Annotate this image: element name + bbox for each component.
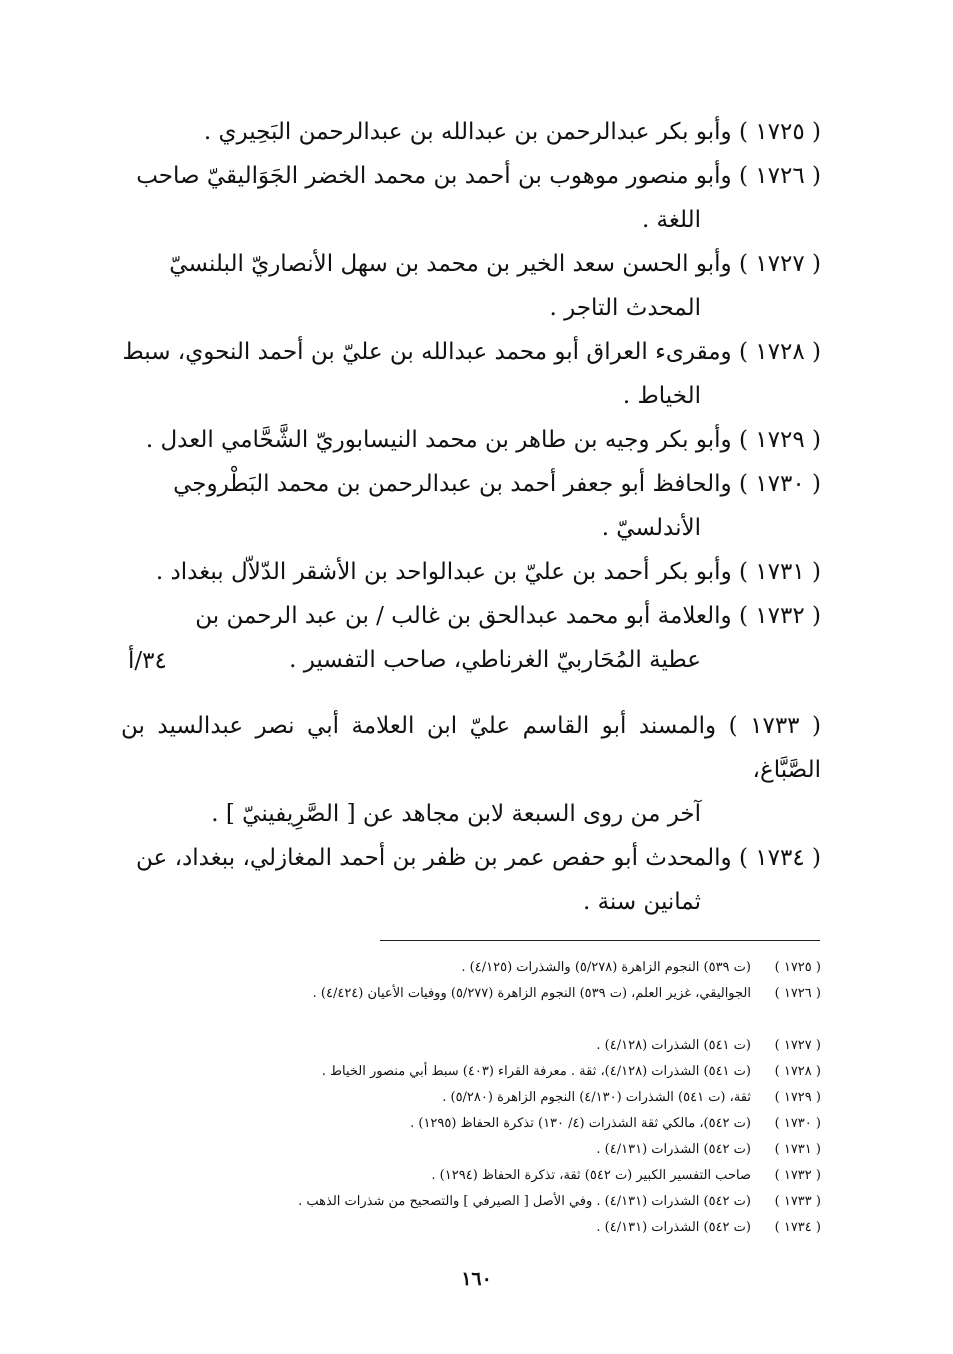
footnote-text: (ت ٥٣٩) النجوم الزاهرة (٥/٢٧٨) والشذرات (٤/١٢٥) . xyxy=(461,960,751,975)
main-text xyxy=(121,110,821,924)
entry-continuation: آخر من روى السبعة لابن مجاهد عن [ الصَّرِيفينيّ ] . xyxy=(211,801,701,827)
footnote-number: ( ١٧٢٩ ) xyxy=(774,1090,821,1105)
footnote-text: (ت ٥٤٢) الشذرات (٤/١٣١) . xyxy=(596,1142,751,1157)
footnote-text: (ت ٥٤١) الشذرات (٤/١٢٨)، ثقة . معرفة القراء (٤٠٣) سبط أبي منصور الخياط . xyxy=(321,1064,751,1079)
entry-line xyxy=(121,704,821,792)
entry-line xyxy=(121,110,821,154)
entry-continuation: عطية المُحَاربيّ الغرناطي، صاحب التفسير . xyxy=(289,647,701,673)
entry-continuation: اللغة . xyxy=(641,207,701,233)
entry-number: ( ١٧٢٧ ) xyxy=(738,251,821,277)
footnote-text: (ت ٥٤٢) الشذرات (٤/١٣١) . xyxy=(596,1220,751,1235)
entry-text: والمحدث أبو حفص عمر بن ظفر بن أحمد المغازلي، ببغداد، عن xyxy=(136,845,732,871)
footnote-number: ( ١٧٣٢ ) xyxy=(774,1168,821,1183)
entry-number: ( ١٧٣١ ) xyxy=(738,559,821,585)
entry-line xyxy=(121,550,821,594)
footnote xyxy=(121,1189,821,1215)
footnote xyxy=(121,1163,821,1189)
entry-1728 xyxy=(121,330,821,418)
entry-text: وأبو بكر عبدالرحمن بن عبدالله بن عبدالرحمن البَحِيري . xyxy=(203,119,732,145)
entry-continuation: الخياط . xyxy=(622,383,701,409)
folio-marker: ٣٤/أ xyxy=(128,648,167,674)
entry-line xyxy=(121,242,821,286)
page-number: ١٦٠ xyxy=(461,1268,492,1290)
entry-text: وأبو الحسن سعد الخير بن محمد بن سهل الأنصاريّ البلنسيّ xyxy=(169,251,732,277)
footnote xyxy=(121,1085,821,1111)
entry-continuation: المحدث التاجر . xyxy=(549,295,701,321)
footnote-number: ( ١٧٣٤ ) xyxy=(774,1220,821,1235)
footnote xyxy=(121,1215,821,1241)
entry-number: ( ١٧٣٢ ) xyxy=(738,603,821,629)
footnote-text: (ت ٥٤١) الشذرات (٤/١٢٨) . xyxy=(596,1038,751,1053)
entry-line xyxy=(121,154,821,198)
entry-number: ( ١٧٣٠ ) xyxy=(738,471,821,497)
footnote-gap xyxy=(121,1007,821,1033)
entry-number: ( ١٧٣٤ ) xyxy=(738,845,821,871)
entry-text: والمسند أبو القاسم عليّ ابن العلامة أبي نصر عبدالسيد بن الصَّبَّاغ، xyxy=(121,713,821,783)
entry-text: والعلامة أبو محمد عبدالحق بن غالب / بن عبد الرحمن بن xyxy=(195,603,732,629)
entry-number: ( ١٧٢٥ ) xyxy=(738,119,821,145)
entry-1731 xyxy=(121,550,821,594)
entry-1727 xyxy=(121,242,821,330)
entry-text: وأبو منصور موهوب بن أحمد بن محمد الخضر الجَوَاليقيّ صاحب xyxy=(136,163,732,189)
footnote-number: ( ١٧٢٥ ) xyxy=(774,960,821,975)
entry-1732 xyxy=(121,594,821,682)
entry-line xyxy=(121,462,821,506)
footnote-text: الجواليقي، غزير العلم، (ت ٥٣٩) النجوم الزاهرة (٥/٢٧٧) ووفيات الأعيان (٤/٤٢٤) . xyxy=(312,986,751,1001)
footnote-number: ( ١٧٢٧ ) xyxy=(774,1038,821,1053)
footnote xyxy=(121,981,821,1007)
footnote-text: صاحب التفسير الكبير (ت ٥٤٢) ثقة، تذكرة الحفاظ (١٢٩٤) . xyxy=(431,1168,751,1183)
entry-number: ( ١٧٢٦ ) xyxy=(738,163,821,189)
footnotes xyxy=(121,955,821,1241)
footnote xyxy=(121,1137,821,1163)
entry-text: ومقرىء العراق أبو محمد عبدالله بن عليّ بن أحمد النحوي، سبط xyxy=(122,339,732,365)
footnote xyxy=(121,1059,821,1085)
footnote-text: (ت ٥٤٢) الشذرات (٤/١٣١) . وفي الأصل [ الصيرفي ] والتصحيح من شذرات الذهب . xyxy=(298,1194,751,1209)
entry-1726 xyxy=(121,154,821,242)
footnote xyxy=(121,1111,821,1137)
entry-number: ( ١٧٣٣ ) xyxy=(728,713,821,739)
entry-line xyxy=(121,330,821,374)
footnote-number: ( ١٧٣٠ ) xyxy=(774,1116,821,1131)
entry-1729 xyxy=(121,418,821,462)
entry-line xyxy=(121,594,821,638)
footnote-text: ثقة، (ت ٥٤١) الشذرات (٤/١٣٠) النجوم الزاهرة (٥/٢٨٠) . xyxy=(442,1090,751,1105)
footnote-number: ( ١٧٢٨ ) xyxy=(774,1064,821,1079)
footnote-number: ( ١٧٢٦ ) xyxy=(774,986,821,1001)
entry-text: وأبو بكر أحمد بن عليّ بن عبدالواحد بن الأشقر الدّلاّل ببغداد . xyxy=(155,559,732,585)
entry-1733 xyxy=(121,704,821,836)
entry-1734 xyxy=(121,836,821,924)
footnote-number: ( ١٧٣١ ) xyxy=(774,1142,821,1157)
entry-line xyxy=(121,418,821,462)
footnote-text: (ت ٥٤٢)، مالكي ثقة الشذرات (٤/ ١٣٠) تذكرة الحفاظ (١٢٩٥) . xyxy=(410,1116,751,1131)
entry-text: والحافظ أبو جعفر أحمد بن عبدالرحمن بن محمد البَطْروجي xyxy=(173,471,732,497)
footnote xyxy=(121,1033,821,1059)
entry-number: ( ١٧٢٨ ) xyxy=(738,339,821,365)
footnote-number: ( ١٧٣٣ ) xyxy=(774,1194,821,1209)
footnote xyxy=(121,955,821,981)
entry-continuation: ثمانين سنة . xyxy=(582,889,701,915)
footnote-separator xyxy=(380,940,820,941)
entry-text: وأبو بكر وجيه بن طاهر بن محمد النيسابوريّ الشَّحَّامي العدل . xyxy=(145,427,732,453)
entry-continuation: الأندلسيّ . xyxy=(601,515,701,541)
entry-number: ( ١٧٢٩ ) xyxy=(738,427,821,453)
entry-1725 xyxy=(121,110,821,154)
entry-1730 xyxy=(121,462,821,550)
entry-line xyxy=(121,836,821,880)
